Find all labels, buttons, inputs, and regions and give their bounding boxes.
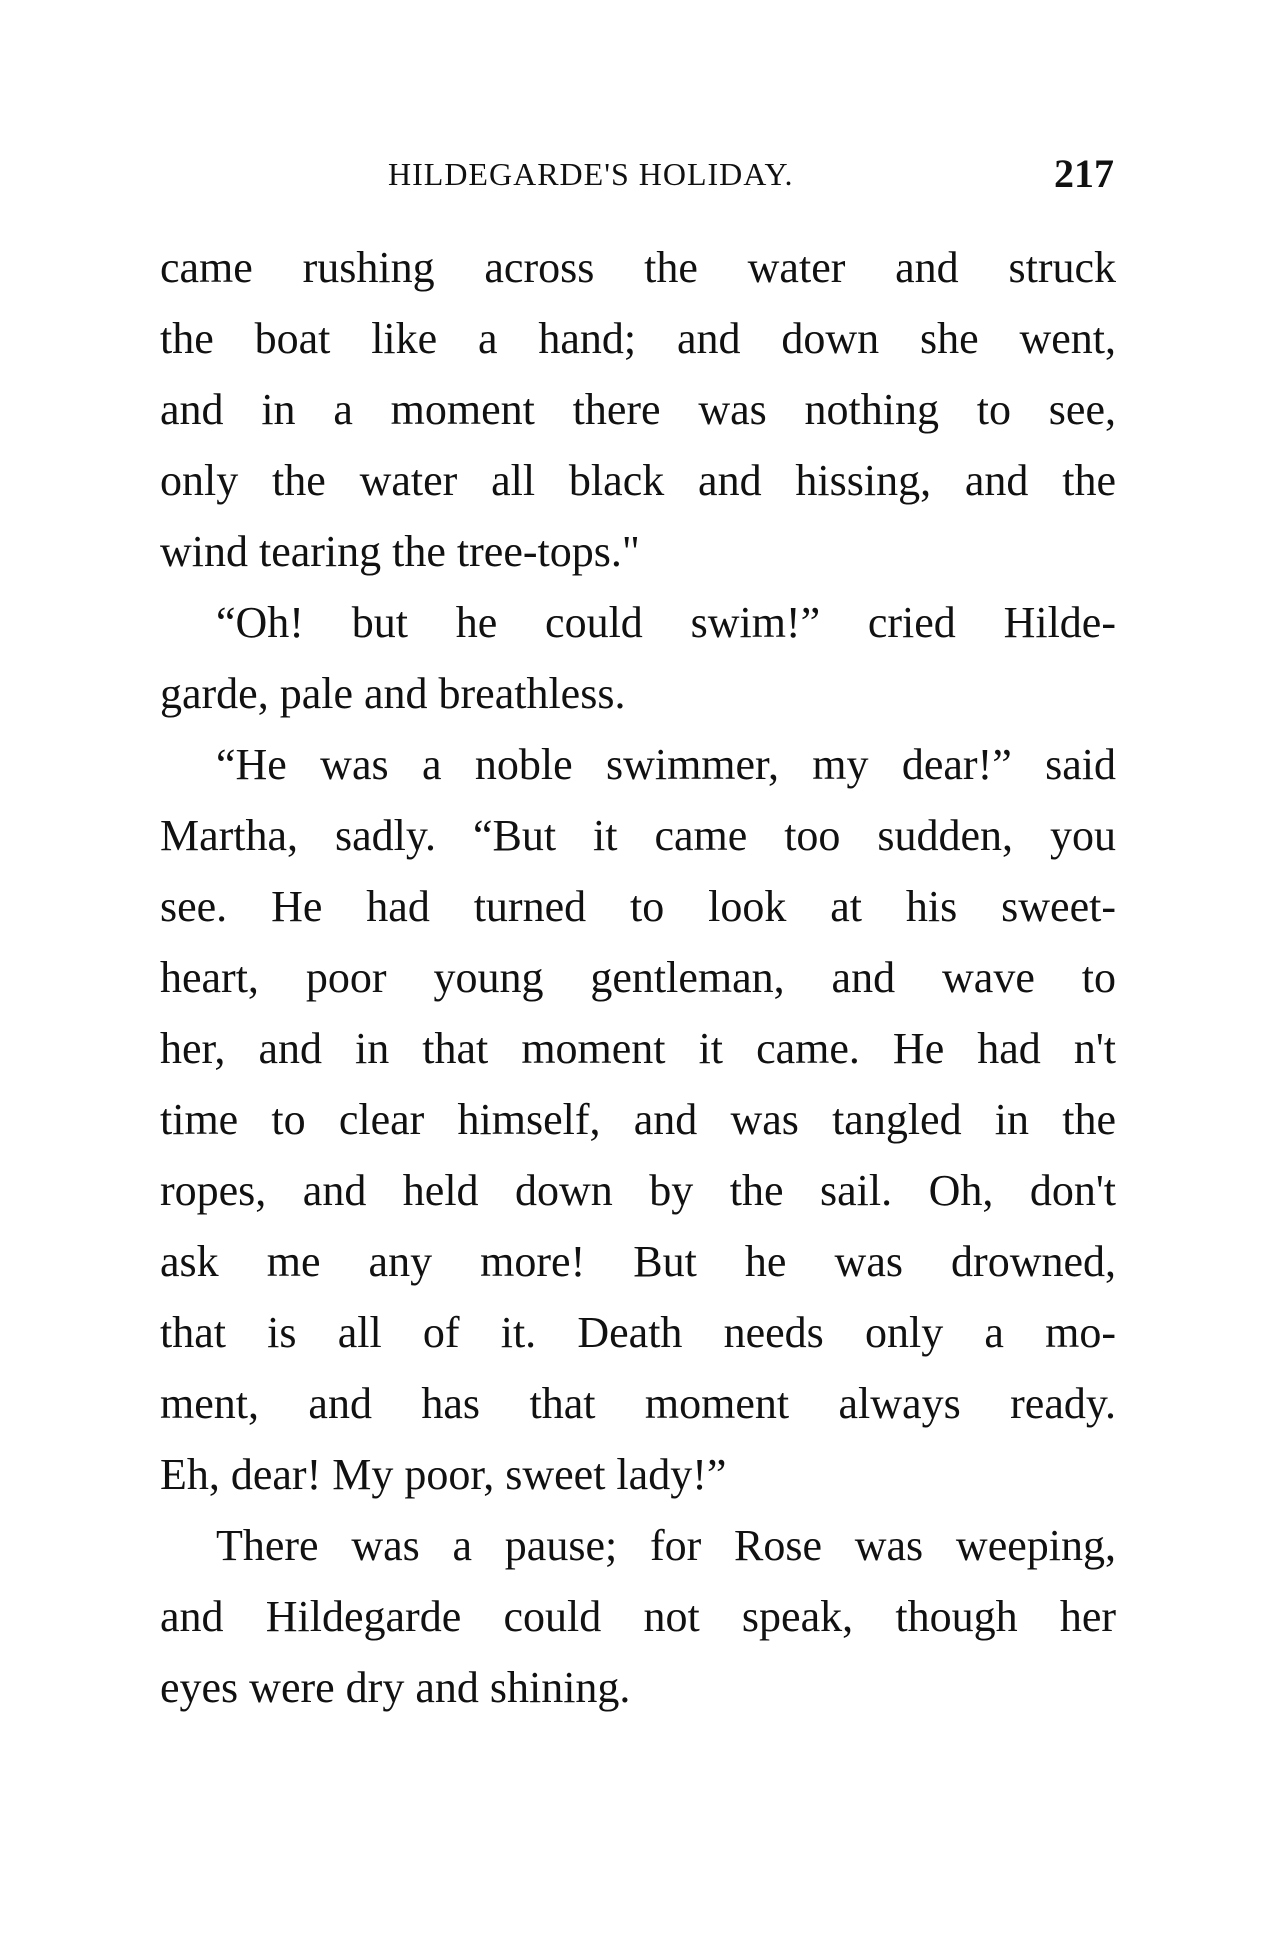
text-line: time to clear himself, and was tangled in the (160, 1095, 1116, 1144)
text-line: eyes were dry and shining. (160, 1663, 631, 1712)
text-line: Martha, sadly. “But it came too sudden, you (160, 811, 1116, 860)
text-line: that is all of it. Death needs only a mo- (160, 1308, 1116, 1357)
text-line: only the water all black and hissing, and the (160, 456, 1116, 505)
running-header (160, 150, 1120, 202)
text-line: her, and in that moment it came. He had n't (160, 1024, 1116, 1073)
text-line: There was a pause; for Rose was weeping, (216, 1521, 1116, 1570)
text-line: and Hildegarde could not speak, though her (160, 1592, 1116, 1641)
text-line: “Oh! but he could swim!” cried Hilde- (216, 598, 1116, 647)
text-line: heart, poor young gentleman, and wave to (160, 953, 1116, 1002)
text-line: garde, pale and breathless. (160, 669, 626, 718)
running-title: HILDEGARDE'S HOLIDAY. (388, 156, 794, 192)
text-line: ropes, and held down by the sail. Oh, don't (160, 1166, 1116, 1215)
text-line: “He was a noble swimmer, my dear!” said (216, 740, 1116, 789)
text-line: see. He had turned to look at his sweet- (160, 882, 1116, 931)
text-line: came rushing across the water and struck (160, 243, 1116, 292)
text-line: ask me any more! But he was drowned, (160, 1237, 1116, 1286)
text-line: and in a moment there was nothing to see, (160, 385, 1116, 434)
text-line: Eh, dear! My poor, sweet lady!” (160, 1450, 727, 1499)
text-line: ment, and has that moment always ready. (160, 1379, 1116, 1428)
text-line: the boat like a hand; and down she went, (160, 314, 1116, 363)
text-line: wind tearing the tree-tops." (160, 527, 640, 576)
page-number: 217 (1054, 151, 1114, 196)
body-text (160, 232, 1116, 1723)
